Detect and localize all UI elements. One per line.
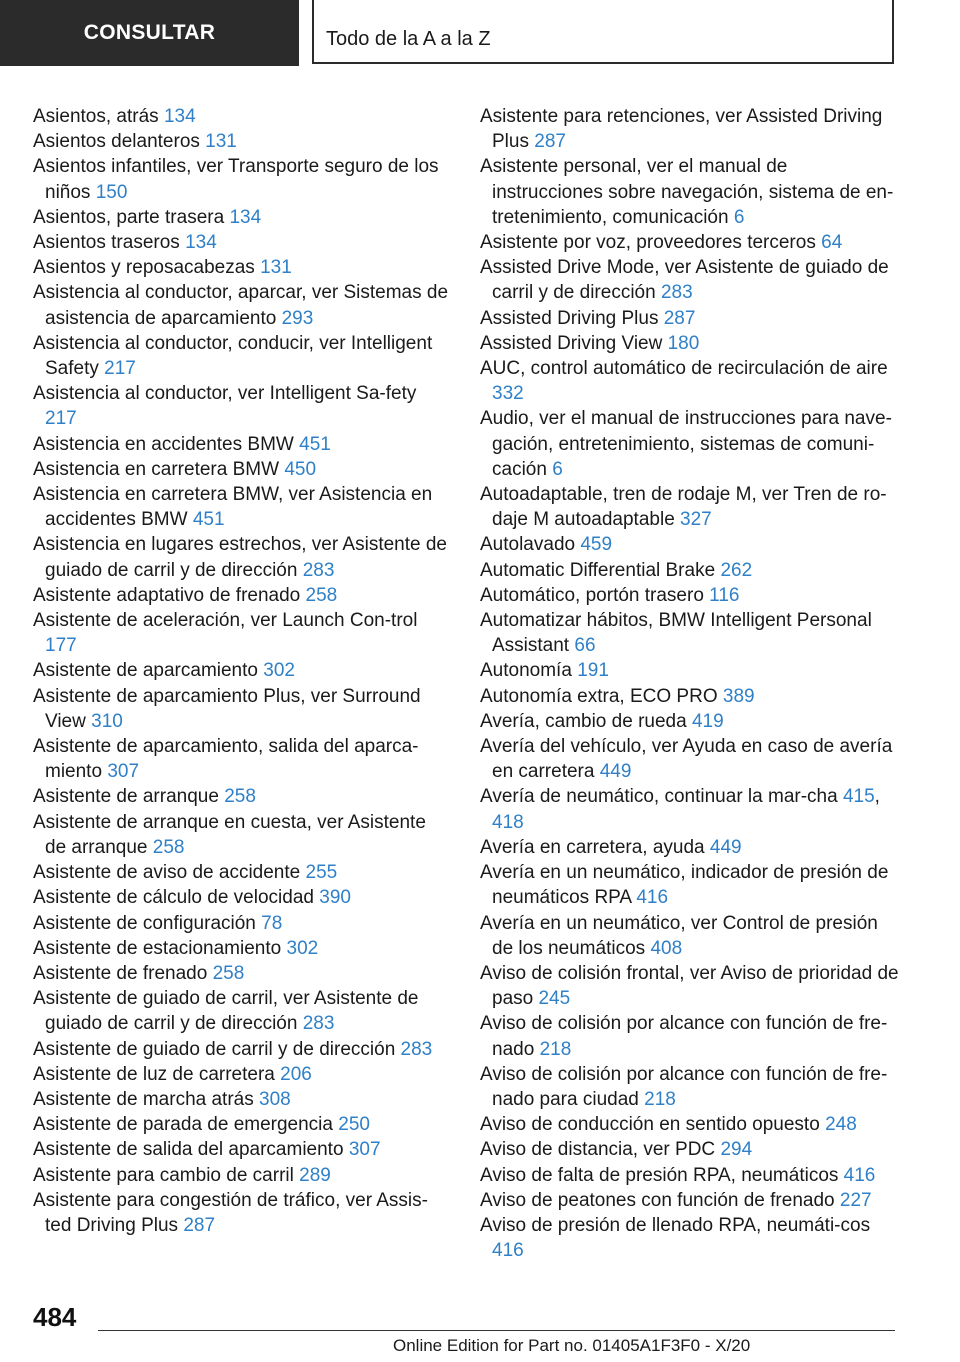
page-reference-link[interactable]: 131 <box>260 257 292 279</box>
index-entry <box>33 331 451 381</box>
index-entry-text: Aviso de colisión frontal, ver Aviso de prioridad de paso <box>480 962 899 1010</box>
index-entry-text: Asistencia en accidentes BMW <box>33 433 294 455</box>
page-reference-link[interactable]: 258 <box>224 786 256 808</box>
index-entry <box>480 306 900 331</box>
index-entry-text: Asistente de aparcamiento <box>33 660 258 682</box>
index-entry-text: Asientos delanteros <box>33 131 200 153</box>
index-entry <box>33 810 451 860</box>
page-reference-link[interactable]: 418 <box>492 811 524 833</box>
index-entry <box>480 1062 900 1112</box>
index-entry-text: Asistente de guiado de carril, ver Asistente de guiado de carril y de dirección <box>33 988 419 1035</box>
index-entry <box>33 1037 451 1062</box>
index-entry <box>480 532 900 557</box>
index-entry <box>33 154 451 204</box>
index-entry <box>33 986 451 1036</box>
index-entry-text: Asistencia en carretera BMW <box>33 458 280 480</box>
index-entry-text: Aviso de colisión por alcance con función de fre-nado para ciudad <box>480 1063 888 1110</box>
index-entry-text: Asistente de aparcamiento Plus, ver Surround View <box>33 685 421 732</box>
page-reference-link[interactable]: 307 <box>348 1139 381 1161</box>
index-entry <box>33 205 451 230</box>
page-reference-link[interactable]: 262 <box>720 559 753 581</box>
page-reference-link[interactable]: 283 <box>302 1013 335 1035</box>
index-entry <box>480 684 900 709</box>
page-reference-link[interactable]: 416 <box>843 1164 876 1186</box>
index-entry-text: Asistente de arranque <box>33 786 219 808</box>
index-entry-text: Assisted Drive Mode, ver Asistente de guiado de carril y de dirección <box>480 257 889 304</box>
index-entry <box>480 255 900 305</box>
index-entry-text: Asistente de guiado de carril y de dirección <box>33 1038 396 1060</box>
index-entry-text: Automático, portón trasero <box>480 584 704 606</box>
index-entry-text: Aviso de peatones con función de frenado <box>480 1189 835 1211</box>
page-reference-link[interactable]: 449 <box>709 836 742 858</box>
page-reference-link[interactable]: 293 <box>281 307 314 329</box>
page-reference-link[interactable]: 459 <box>580 534 613 556</box>
index-entry <box>33 1137 451 1162</box>
page-reference-link[interactable]: 255 <box>305 862 338 884</box>
index-entry-text: Asientos traseros <box>33 232 180 254</box>
index-entry <box>33 1062 451 1087</box>
index-entry-text: Asientos y reposacabezas <box>33 257 255 279</box>
index-entry-text: Autonomía extra, ECO PRO <box>480 685 718 707</box>
index-entry <box>480 406 900 482</box>
index-entry-text: Automatic Differential Brake <box>480 559 716 581</box>
index-entry <box>33 1087 451 1112</box>
page-reference-link[interactable]: 408 <box>650 937 683 959</box>
index-entry-text: Aviso de falta de presión RPA, neumáticos <box>480 1164 839 1186</box>
page-reference-link[interactable]: 327 <box>680 509 712 531</box>
index-entry <box>480 734 900 784</box>
page-reference-link[interactable]: 227 <box>839 1189 872 1211</box>
footer-divider <box>98 1330 895 1331</box>
index-entry-text: Avería en un neumático, indicador de presión de neumáticos RPA <box>480 862 889 909</box>
index-entry-text: Asistente de configuración <box>33 912 256 934</box>
index-entry <box>480 658 900 683</box>
index-entry <box>480 1163 900 1188</box>
index-entry-text: Asistencia en carretera BMW, ver Asistencia en accidentes BMW <box>33 484 433 531</box>
index-entry-text: Avería en carretera, ayuda <box>480 836 705 858</box>
page-reference-link[interactable]: 307 <box>107 761 140 783</box>
page-reference-link[interactable]: 287 <box>183 1214 216 1236</box>
page-reference-link[interactable]: 180 <box>667 332 700 354</box>
index-entry-text: Asistente de cálculo de velocidad <box>33 887 314 909</box>
index-entry-text: Asistente de luz de carretera <box>33 1063 275 1085</box>
index-entry-text: Asistente de aparcamiento, salida del aparca-miento <box>33 736 419 783</box>
index-entry <box>33 280 451 330</box>
page-reference-link[interactable]: 217 <box>104 358 136 380</box>
index-entry-text: Asistente de frenado <box>33 962 208 984</box>
page-reference-link[interactable]: 450 <box>284 458 317 480</box>
page-reference-link[interactable]: 134 <box>229 206 262 228</box>
index-entry <box>480 230 900 255</box>
page-reference-link[interactable]: 451 <box>299 433 331 455</box>
page-header <box>0 0 960 66</box>
index-entry <box>480 331 900 356</box>
page-reference-link[interactable]: 389 <box>722 685 755 707</box>
index-entry <box>480 482 900 532</box>
index-entry <box>33 734 451 784</box>
index-entry-text: Asistente por voz, proveedores terceros <box>480 232 816 254</box>
index-entry <box>33 658 451 683</box>
index-entry: Avería de neumático, continuar la mar-cha 415, 418 <box>480 786 880 833</box>
index-entry-text: Asistente de arranque en cuesta, ver Asistente de arranque <box>33 811 426 858</box>
index-entry <box>33 583 451 608</box>
page-reference-link[interactable]: 416 <box>636 887 669 909</box>
index-entry-text: Asistencia al conductor, ver Intelligent Sa-fety <box>33 383 417 405</box>
index-entry <box>480 104 900 154</box>
index-entry-text: Asistente de parada de emergencia <box>33 1114 333 1136</box>
index-entry-text: Asientos, atrás <box>33 106 159 127</box>
index-entry-text: Audio, ver el manual de instrucciones para nave-gación, entretenimiento, sistemas de comuni-cación <box>480 408 892 480</box>
page-reference-link[interactable]: 245 <box>538 988 571 1010</box>
index-entry <box>33 860 451 885</box>
index-entry <box>480 961 900 1011</box>
section-tab: CONSULTAR <box>0 0 299 66</box>
index-entry-text: Asientos, parte trasera <box>33 206 225 228</box>
index-entry <box>480 583 900 608</box>
page-reference-link[interactable]: 302 <box>263 660 295 682</box>
index-entry-text: Assisted Driving Plus <box>480 307 659 329</box>
page-reference-link[interactable]: 248 <box>825 1114 857 1136</box>
index-entry-text: Avería del vehículo, ver Ayuda en caso de avería en carretera <box>480 736 893 783</box>
index-entry <box>33 784 451 809</box>
index-entry-text: Avería, cambio de rueda <box>480 710 687 732</box>
index-entry <box>33 129 451 154</box>
page-reference-link[interactable]: 131 <box>205 131 237 153</box>
index-entry <box>33 482 451 532</box>
index-entry-text: Avería en un neumático, ver Control de presión de los neumáticos <box>480 912 878 959</box>
index-entry <box>480 1188 900 1213</box>
index-entry <box>33 255 451 280</box>
index-entry-text: Asistente de salida del aparcamiento <box>33 1139 344 1161</box>
index-entry-text: Avería de neumático, continuar la mar-cha <box>480 786 838 808</box>
page-reference-link[interactable]: 6 <box>552 458 563 480</box>
page-reference-link[interactable]: 416 <box>492 1240 524 1262</box>
page-reference-link[interactable]: 283 <box>400 1038 433 1060</box>
page-reference-link[interactable]: 218 <box>644 1088 676 1110</box>
page-reference-link[interactable]: 78 <box>261 912 283 934</box>
index-entry-text: Asistente de marcha atrás <box>33 1088 254 1110</box>
page-reference-link[interactable]: 451 <box>192 509 225 531</box>
index-entry-text: Autoadaptable, tren de rodaje M, ver Tren de ro-daje M autoadaptable <box>480 484 887 531</box>
index-entry <box>33 532 451 582</box>
index-entry <box>480 1213 900 1263</box>
page-reference-link[interactable]: 150 <box>95 181 128 203</box>
index-column-left <box>33 104 451 1238</box>
index-entry-text: Autonomía <box>480 660 572 682</box>
index-entry <box>33 961 451 986</box>
index-entry-text: Asistente para congestión de tráfico, ver Assis-ted Driving Plus <box>33 1189 428 1236</box>
index-entry-text: Autolavado <box>480 534 576 556</box>
page-reference-link[interactable]: 308 <box>259 1088 291 1110</box>
index-entry-text: Asistente de aviso de accidente <box>33 862 301 884</box>
index-entry <box>480 860 900 910</box>
page-reference-link[interactable]: 283 <box>302 559 335 581</box>
index-entry-text: Asientos infantiles, ver Transporte seguro de los niños <box>33 156 439 203</box>
page-reference-link[interactable]: 258 <box>212 962 245 984</box>
index-entry <box>33 432 451 457</box>
page-reference-link[interactable]: 64 <box>821 232 843 254</box>
index-entry <box>33 1112 451 1137</box>
index-entry <box>33 1163 451 1188</box>
index-entry <box>33 104 451 129</box>
page-number: 484 <box>33 1302 77 1332</box>
page-reference-link[interactable]: 250 <box>338 1114 370 1136</box>
index-entry-text: Asistencia en lugares estrechos, ver Asistente de guiado de carril y de dirección <box>33 534 448 581</box>
index-entry <box>33 885 451 910</box>
page-reference-link[interactable]: 287 <box>663 307 696 329</box>
page-reference-link[interactable]: 287 <box>534 131 566 153</box>
index-entry <box>33 608 451 658</box>
page-reference-link[interactable]: 294 <box>720 1139 753 1161</box>
index-entry-text: Asistente adaptativo de frenado <box>33 584 301 606</box>
page-reference-link[interactable]: 310 <box>91 710 123 732</box>
index-entry-text: Asistente personal, ver el manual de instrucciones sobre navegación, sistema de en-tretenimiento, comunicación <box>480 156 894 228</box>
page-reference-link[interactable]: 191 <box>577 660 609 682</box>
index-entry-text: Aviso de distancia, ver PDC <box>480 1139 716 1161</box>
index-entry-text: Automatizar hábitos, BMW Intelligent Personal Assistant <box>480 610 872 657</box>
page-reference-link[interactable]: 134 <box>163 106 196 127</box>
page-reference-link[interactable]: 258 <box>305 584 338 606</box>
index-column-right <box>480 104 900 1263</box>
page-reference-link[interactable]: 206 <box>280 1063 312 1085</box>
header-title: Todo de la A a la Z <box>326 28 491 50</box>
index-entry <box>480 608 900 658</box>
index-entry <box>480 1011 900 1061</box>
index-entry-text: Asistente para retenciones, ver Assisted Driving Plus <box>480 106 883 153</box>
index-entry <box>480 356 900 406</box>
header-title-box <box>312 0 894 64</box>
page-reference-link[interactable]: 415 <box>842 786 875 808</box>
page-reference-link[interactable]: 302 <box>286 937 319 959</box>
index-entry-text: Assisted Driving View <box>480 332 663 354</box>
page-reference-link[interactable]: 419 <box>691 710 724 732</box>
page-reference-link[interactable]: 283 <box>660 282 693 304</box>
index-entry-text: Asistencia al conductor, aparcar, ver Sistemas de asistencia de aparcamiento <box>33 282 449 329</box>
index-entry <box>33 684 451 734</box>
index-entry-text: Aviso de colisión por alcance con función de fre-nado <box>480 1013 888 1060</box>
footer-edition-text: Online Edition for Part no. 01405A1F3F0 - X/20 <box>393 1336 751 1355</box>
index-entry <box>33 936 451 961</box>
page-reference-link[interactable]: 258 <box>152 836 185 858</box>
index-entry <box>480 835 900 860</box>
page-reference-link[interactable]: 116 <box>709 584 740 606</box>
index-entry-text: AUC, control automático de recirculación de aire <box>480 358 888 380</box>
index-entry <box>480 1112 900 1137</box>
index-entry <box>33 230 451 255</box>
index-entry-text: Aviso de conducción en sentido opuesto <box>480 1114 820 1136</box>
index-entry-text: Asistencia al conductor, conducir, ver Intelligent Safety <box>33 332 433 380</box>
index-entry <box>480 558 900 583</box>
page-reference-link[interactable]: 449 <box>599 761 632 783</box>
index-entry-text: Asistente de aceleración, ver Launch Con-trol <box>33 610 418 632</box>
page-reference-link[interactable]: 6 <box>733 206 745 228</box>
index-entry <box>33 1188 451 1238</box>
index-entry-text: Asistente de estacionamiento <box>33 937 282 959</box>
page-reference-link[interactable]: 390 <box>319 887 351 909</box>
page-reference-link[interactable]: 134 <box>185 232 217 254</box>
page-reference-link[interactable]: 66 <box>574 635 596 657</box>
index-entry <box>480 709 900 734</box>
page-reference-link[interactable]: 289 <box>299 1164 331 1186</box>
index-entry <box>33 911 451 936</box>
page-reference-link[interactable]: 218 <box>539 1038 572 1060</box>
index-entry <box>33 457 451 482</box>
index-entry-text: Asistente para cambio de carril <box>33 1164 294 1186</box>
page-reference-link[interactable]: 332 <box>492 383 524 405</box>
index-entry <box>480 154 900 230</box>
page-reference-link[interactable]: 177 <box>45 635 77 657</box>
index-entry <box>480 1137 900 1162</box>
page-reference-link[interactable]: 217 <box>45 408 77 430</box>
index-entry-text: Aviso de presión de llenado RPA, neumáti-cos <box>480 1214 871 1236</box>
index-entry <box>480 911 900 961</box>
index-entry <box>33 381 451 431</box>
